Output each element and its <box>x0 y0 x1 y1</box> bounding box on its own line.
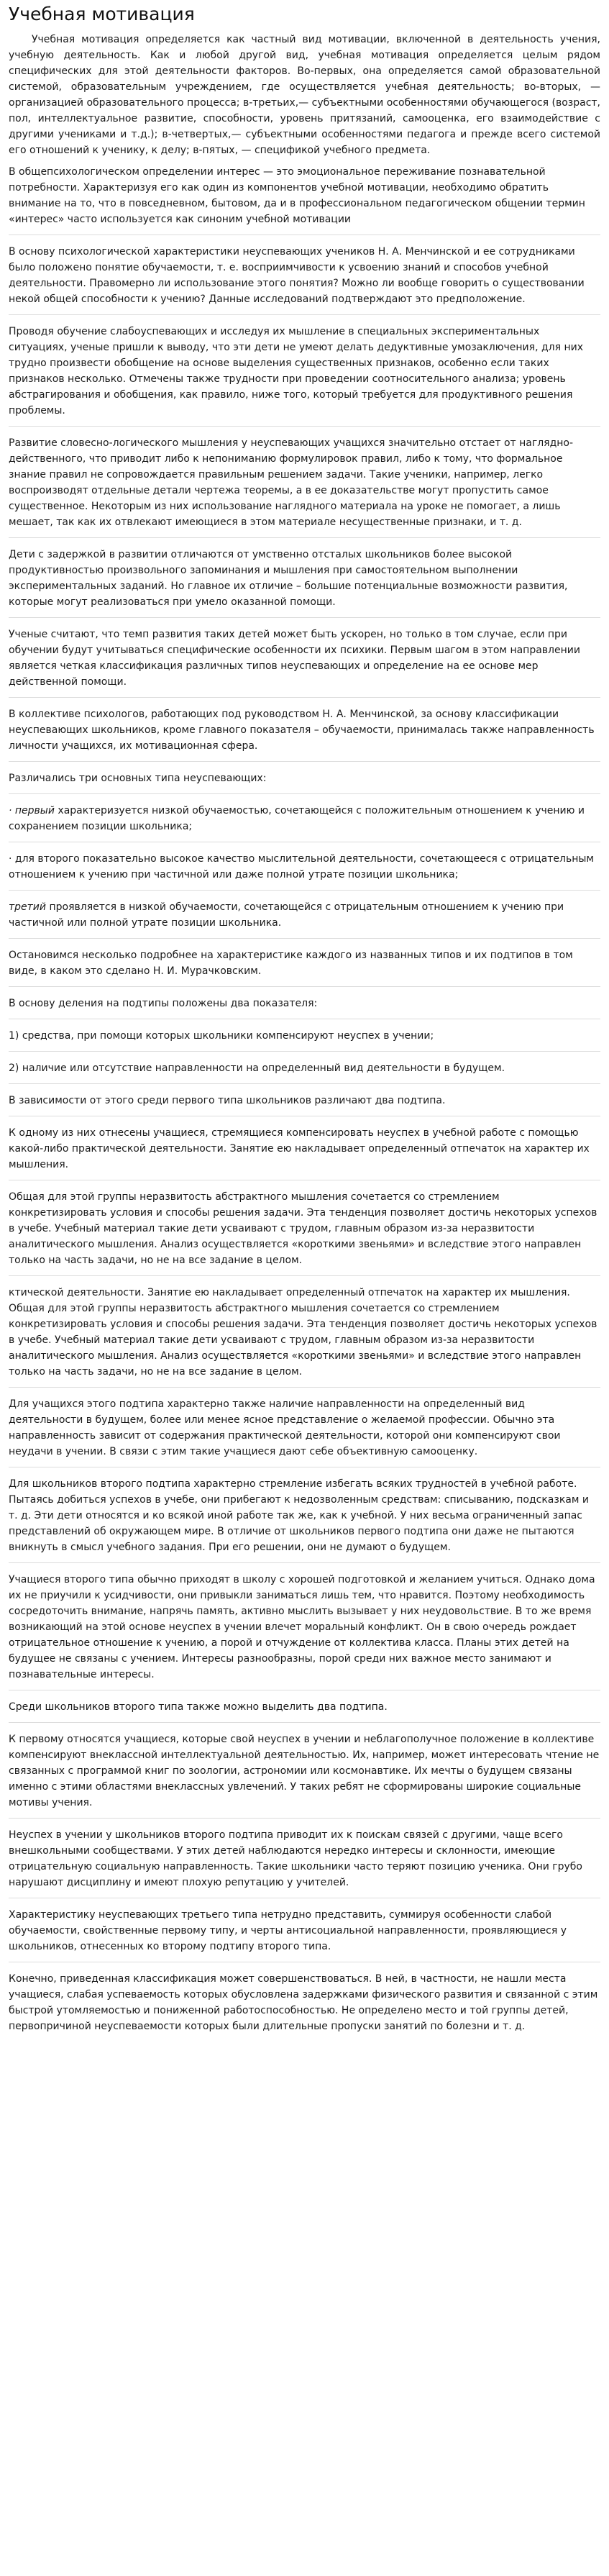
type-text: характеризуется низкой обучаемостью, сочетающейся с положительным отношением к учению и сохранением позиции школьника; <box>9 805 585 832</box>
paragraph: В основу психологической характеристики неуспевающих учеников Н. А. Менчинской и ее сотрудниками было положено понятие обучаемости, т. е. восприимчивости к усвоению знаний и способов учебной деятельности. Правомерно ли использование этого понятия? Можно ли вообще говорить о существовании некой общей способности к учению? Данные исследований подтверждают это предположение. <box>9 244 600 315</box>
type-text: · для второго показательно высокое качество мыслительной деятельности, сочетающееся с отрицательным отношением к учению при частичной или даже полной утрате позиции школьника; <box>9 853 594 880</box>
type-label: · первый <box>9 805 55 816</box>
type-item-third <box>9 899 600 939</box>
type-item-first <box>9 803 600 842</box>
paragraph: К первому относятся учащиеся, которые свой неуспех в учении и неблагополучное положение в коллективе компенсируют внеклассной интеллектуальной деятельностью. Их, например, может интересовать чтение не связанных с программой книг по зоологии, астрономии или космонавтике. Их мечты о будущем связаны именно с этими областями внеклассных увлечений. У таких ребят не сформированы широкие социальные мотивы учения. <box>9 1731 600 1819</box>
paragraph: 1) средства, при помощи которых школьники компенсируют неуспех в учении; <box>9 1028 600 1052</box>
type-item-second <box>9 851 600 891</box>
intro-paragraph: Учебная мотивация определяется как частный вид мотивации, включенной в деятельность учения, учебную деятельность. Как и любой другой вид, учебная мотивация определяется целым рядом специфических для этой деятельности факторов. Во-первых, она определяется самой образовательной системой, образовательным учреждением, где осуществляется учебная деятельность; во-вторых, — организацией образовательного процесса; в-третьих,— субъектными особенностями обучающегося (возраст, пол, интеллектуальное развитие, способности, уровень притязаний, самооценка, его взаимодействие с другими учениками и т.д.); в-четвертых,— субъектными особенностями педагога и прежде всего системой его отношений к ученику, к делу; в-пятых, — спецификой учебного предмета. <box>9 34 600 156</box>
page-title: Учебная мотивация <box>9 4 195 24</box>
paragraph: Общая для этой группы неразвитость абстрактного мышления сочетается со стремлением конкретизировать условия и способы решения задачи. Эта тенденция позволяет достичь некоторых успехов в учебе. Учебный материал такие дети усваивают с трудом, главным образом из-за неразвитости аналитического мышления. Анализ осуществляется «короткими звеньями» и вследствие этого направлен только на часть задачи, но не на все задание в целом. <box>9 1189 600 1276</box>
paragraph: Проводя обучение слабоуспевающих и исследуя их мышление в специальных экспериментальных ситуациях, ученые пришли к выводу, что эти дети не умеют делать дедуктивные умозаключения, для них трудно произвести обобщение на основе выделения существенных признаков, особенно если таких признаков несколько. Отмечены также трудности при проведении соотносительного анализа; уровень абстрагирования и обобщения, как правило, ниже того, который требуется для продуктивного решения проблемы. <box>9 324 600 427</box>
paragraph: Среди школьников второго типа также можно выделить два подтипа. <box>9 1699 600 1723</box>
paragraph: Характеристику неуспевающих третьего типа нетрудно представить, суммируя особенности слабой обучаемости, свойственные первому типу, и черты антисоциальной направленности, проявляющиеся у школьников, отнесенных ко второму подтипу второго типа. <box>9 1907 600 1962</box>
paragraph: Конечно, приведенная классификация может совершенствоваться. В ней, в частности, не нашли места учащиеся, слабая успеваемость которых обусловлена задержками физического развития и связанной с этим быстрой утомляемостью и пониженной работоспособностью. Не определено место и той группы детей, первопричиной неуспеваемости которых были длительные пропуски занятий по болезни и т. д. <box>9 1973 598 2032</box>
paragraph: Для учащихся этого подтипа характерно также наличие направленности на определенный вид деятельности в будущем, более или менее ясное представление о желаемой профессии. Обычно эта направленность зависит от содержания практической деятельности, которой они компенсируют свои неудачи в учении. В связи с этим такие учащиеся дают себе объективную самооценку. <box>9 1396 600 1467</box>
paragraph: Различались три основных типа неуспевающих: <box>9 770 600 794</box>
type-label: третий <box>9 901 47 913</box>
paragraph: В общепсихологическом определении интерес — это эмоциональное переживание познавательной потребности. Характеризуя его как один из компонентов учебной мотивации, необходимо обратить внимание на то, что в повседневном, бытовом, да и в профессиональном педагогическом общении термин «интерес» часто используется как синоним учебной мотивации <box>9 164 600 235</box>
type-text: проявляется в низкой обучаемости, сочетающейся с отрицательным отношением к учению при частичной или полной утрате позиции школьника. <box>9 901 564 929</box>
paragraph: Ученые считают, что темп развития таких детей может быть ускорен, но только в том случае, если при обучении будут учитываться специфические особенности их психики. Первым шагом в этом направлении является четкая классификация различных типов неуспевающих и определение на ее основе мер действенной помощи. <box>9 627 600 698</box>
paragraph: В зависимости от этого среди первого типа школьников различают два подтипа. <box>9 1093 600 1116</box>
paragraph: 2) наличие или отсутствие направленности на определенный вид деятельности в будущем. <box>9 1060 600 1084</box>
paragraph: Для школьников второго подтипа характерно стремление избегать всяких трудностей в учебной работе. Пытаясь добиться успехов в учебе, они прибегают к недозволенным средствам: списыванию, подсказкам и т. д. Эти дети относятся и ко всякой иной работе так же, как к учебной. У них весьма ограниченный запас представлений об окружающем мире. В отличие от школьников первого подтипа они даже не пытаются вникнуть в смысл учебного задания. При его решении, они не думают о будущем. <box>9 1476 600 1563</box>
paragraph: ктической деятельности. Занятие ею накладывает определенный отпечаток на характер их мышления. Общая для этой группы неразвитость абстрактного мышления сочетается со стремлением конкретизировать условия и способы решения задачи. Эта тенденция позволяет достичь некоторых успехов в учебе. Учебный материал такие дети усваивают с трудом, главным образом из-за неразвитости аналитического мышления. Анализ осуществляется «короткими звеньями» и вследствие этого направлен только на часть задачи, но не на все задание в целом. <box>9 1285 600 1388</box>
paragraph: К одному из них отнесены учащиеся, стремящиеся компенсировать неуспех в учебной работе с помощью какой-либо практической деятельности. Занятие ею накладывает определенный отпечаток на характер их мышления. <box>9 1125 600 1180</box>
paragraph: Остановимся несколько подробнее на характеристике каждого из названных типов и их подтипов в том виде, в каком это сделано Н. И. Мурачковским. <box>9 947 600 987</box>
paragraph: Дети с задержкой в развитии отличаются от умственно отсталых школьников более высокой продуктивностью произвольного запоминания и мышления при самостоятельном выполнении экспериментальных заданий. Но главное их отличие – большие потенциальные возможности развития, которые могут реализоваться при умело оказанной помощи. <box>9 547 600 618</box>
paragraph: Учащиеся второго типа обычно приходят в школу с хорошей подготовкой и желанием учиться. Однако дома их не приучили к усидчивости, они привыкли заниматься лишь тем, что нравится. Поэтому необходимость сосредоточить внимание, напрячь память, активно мыслить вызывает у них неудовольствие. В то же время возникающий на этой основе неуспех в учении влечет моральный конфликт. Он в свою очередь рождает отрицательное отношение к учению, а порой и отчуждение от коллектива класса. Планы этих детей на будущее не связаны с учением. Интересы разнообразны, порой среди них важное место занимают и познавательные интересы. <box>9 1572 600 1690</box>
paragraph: В коллективе психологов, работающих под руководством Н. А. Менчинской, за основу классификации неуспевающих школьников, кроме главного показателя – обучаемости, принималась также направленность личности учащихся, их мотивационная сфера. <box>9 706 600 762</box>
paragraph: В основу деления на подтипы положены два показателя: <box>9 996 600 1019</box>
paragraph: Развитие словесно-логического мышления у неуспевающих учащихся значительно отстает от наглядно-действенного, что приводит либо к непониманию формулировок правил, либо к тому, что формальное знание правил не сопровождается правильным решением задачи. Такие ученики, например, легко воспроизводят отдельные детали чертежа теоремы, а в ее доказательстве могут пропустить самое существенное. Некоторым из них использование наглядного материала на уроке не помогает, а лишь мешает, так как их отвлекают имеющиеся в этом материале несущественные признаки, и т. д. <box>9 435 600 538</box>
paragraph: Неуспех в учении у школьников второго подтипа приводит их к поискам связей с другими, чаще всего внешкольными сообществами. У этих детей наблюдаются нередко интересы и склонности, имеющие отрицательную социальную направленность. Такие школьники часто теряют позицию ученика. Они грубо нарушают дисциплину и имеют плохую репутацию у учителей. <box>9 1827 600 1898</box>
